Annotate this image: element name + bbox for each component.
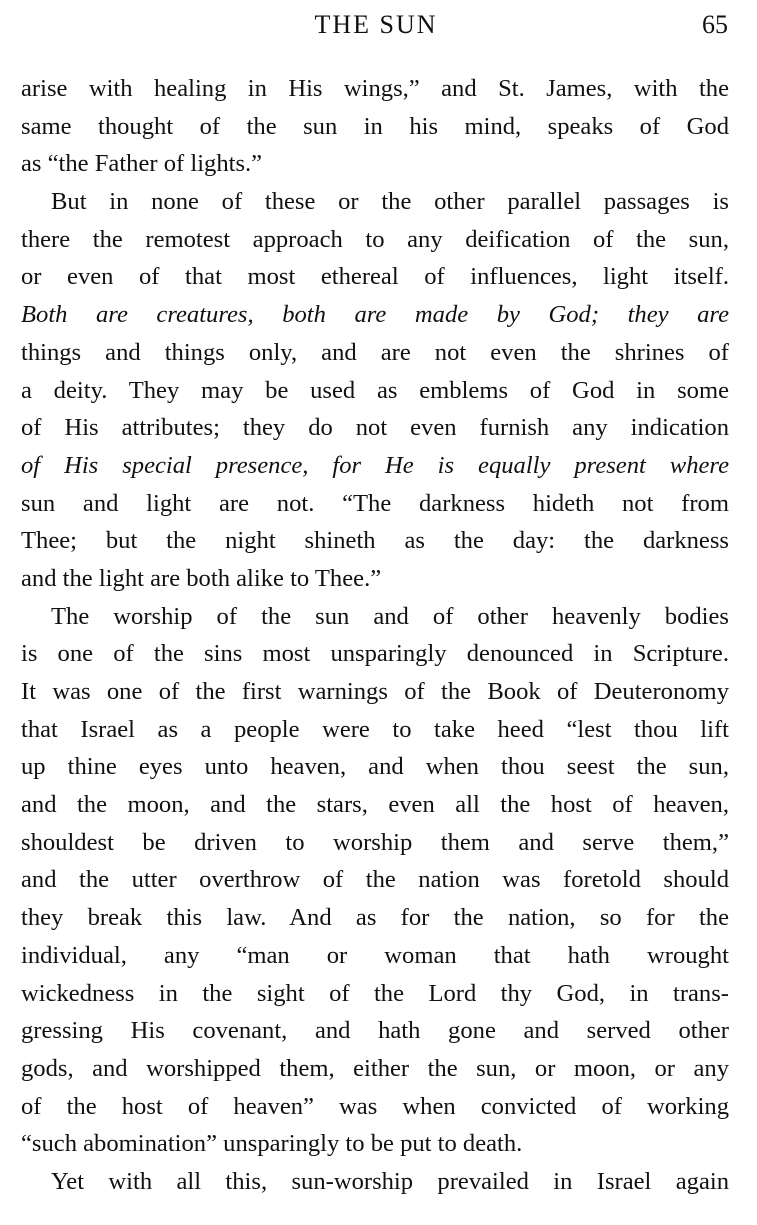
body-text xyxy=(21,70,729,1201)
text-line: gods, and worshipped them, either the sun, or moon, or any xyxy=(21,1054,729,1082)
text-line: Yet with all this, sun-worship prevailed in Israel again xyxy=(51,1167,729,1195)
text-line: Both are creatures, both are made by God; they are xyxy=(21,301,729,329)
page-number: 65 xyxy=(702,10,728,39)
text-line: shouldest be driven to worship them and serve them,” xyxy=(21,828,729,856)
text-line: or even of that most ethereal of influences, light itself. xyxy=(21,263,729,291)
text-line: up thine eyes unto heaven, and when thou seest the sun, xyxy=(21,753,729,781)
text-line: there the remotest approach to any deification of the sun, xyxy=(21,225,729,253)
running-head xyxy=(20,10,732,46)
text-line: Thee; but the night shineth as the day: the darkness xyxy=(21,527,729,555)
text-line: is one of the sins most unsparingly denounced in Scripture. xyxy=(21,640,729,668)
text-line: But in none of these or the other parallel passages is xyxy=(51,188,729,216)
text-line: same thought of the sun in his mind, speaks of God xyxy=(21,112,729,140)
running-title: THE SUN xyxy=(314,10,438,39)
text-line: and the utter overthrow of the nation was foretold should xyxy=(21,866,729,894)
text-line: and the light are both alike to Thee.” xyxy=(21,564,382,592)
text-line: a deity. They may be used as emblems of God in some xyxy=(21,376,729,404)
text-line: gressing His covenant, and hath gone and served other xyxy=(21,1017,729,1045)
text-line: It was one of the first warnings of the Book of Deuteronomy xyxy=(21,678,729,705)
text-line: arise with healing in His wings,” and St. James, with the xyxy=(21,75,729,102)
text-line: and the moon, and the stars, even all the host of heaven, xyxy=(21,791,729,819)
text-line: they break this law. And as for the nation, so for the xyxy=(21,904,729,932)
text-line: sun and light are not. “The darkness hideth not from xyxy=(21,489,729,517)
text-line: of His attributes; they do not even furnish any indication xyxy=(21,414,729,442)
text-line: of His special presence, for He is equally present where xyxy=(21,451,729,479)
text-line: The worship of the sun and of other heavenly bodies xyxy=(51,602,729,630)
text-line: things and things only, and are not even the shrines of xyxy=(21,338,729,366)
text-line: individual, any “man or woman that hath wrought xyxy=(21,941,729,969)
text-line: wickedness in the sight of the Lord thy God, in trans- xyxy=(21,979,729,1007)
text-line: of the host of heaven” was when convicted of working xyxy=(21,1092,729,1120)
text-line: “such abomination” unsparingly to be put to death. xyxy=(21,1130,523,1158)
text-line: as “the Father of lights.” xyxy=(21,150,263,178)
text-line: that Israel as a people were to take heed “lest thou lift xyxy=(21,715,729,743)
